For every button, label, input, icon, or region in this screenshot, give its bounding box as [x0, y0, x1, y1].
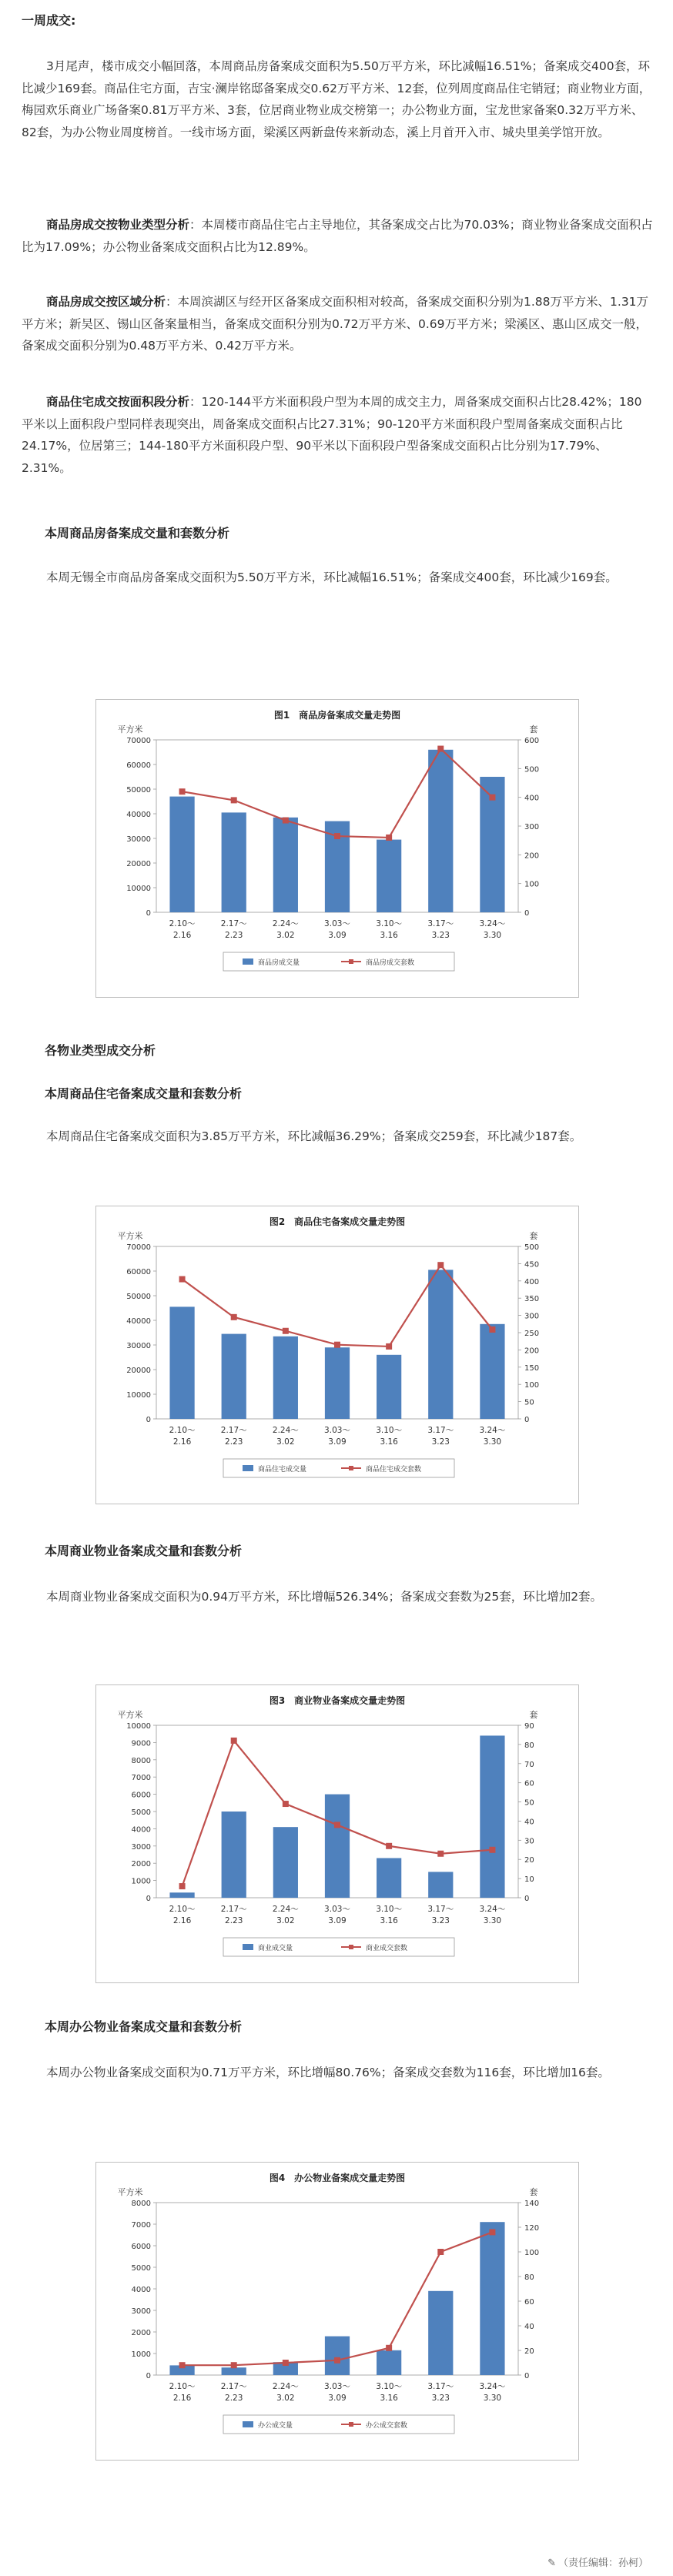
right-tick-label: 500 [524, 1243, 540, 1252]
region-analysis-paragraph [22, 291, 653, 357]
section-title-commercial: 本周商业物业备案成交量和套数分析 [45, 1544, 243, 1558]
right-tick-label: 30 [524, 1837, 534, 1846]
right-tick-label: 140 [524, 2200, 540, 2208]
x-tick-label: 3.10～ [376, 1905, 403, 1914]
bar [377, 2350, 401, 2375]
bar [325, 1795, 350, 1898]
x-tick-label: 2.24～ [272, 2382, 299, 2391]
right-axis-unit: 套 [529, 2187, 538, 2197]
legend-bar-label: 商业成交量 [258, 1945, 293, 1952]
right-tick-label: 120 [524, 2224, 540, 2233]
section-text-office: 本周办公物业备案成交面积为0.71万平方米，环比增幅80.76%；备案成交套数为116套，环比增加16套。 [46, 2066, 610, 2079]
x-tick-label: 3.10～ [376, 919, 403, 928]
bar [480, 1324, 504, 1419]
chart-2 [95, 1206, 579, 1504]
region-analysis-label: 商品房成交按区域分析 [46, 295, 166, 309]
x-tick-label: 2.24～ [272, 1426, 299, 1435]
section-title-office: 本周办公物业备案成交量和套数分析 [45, 2019, 243, 2034]
right-tick-label: 10 [524, 1875, 534, 1885]
bar [273, 1827, 298, 1898]
x-tick-label: 2.23 [225, 2394, 243, 2403]
left-tick-label: 6000 [131, 1791, 151, 1800]
line-point [283, 1801, 289, 1807]
right-tick-label: 350 [524, 1295, 540, 1304]
legend-line-marker [349, 1466, 353, 1470]
x-tick-label: 2.16 [172, 931, 192, 940]
x-tick-label: 3.02 [276, 931, 295, 940]
chart-1-svg [96, 700, 578, 997]
left-tick-label: 6000 [131, 2243, 151, 2251]
bar [480, 1735, 504, 1898]
chart-2-svg [96, 1206, 578, 1504]
right-axis-unit: 套 [529, 724, 538, 734]
right-tick-label: 100 [524, 880, 540, 889]
x-tick-label: 3.23 [431, 931, 450, 940]
x-tick-label: 3.09 [328, 1437, 347, 1447]
line-point [437, 746, 444, 752]
left-tick-label: 7000 [131, 2221, 151, 2230]
left-tick-label: 9000 [131, 1739, 151, 1748]
x-tick-label: 3.16 [380, 2394, 398, 2403]
bar [325, 1347, 350, 1419]
x-tick-label: 3.10～ [376, 2382, 403, 2391]
right-tick-label: 100 [524, 2249, 540, 2257]
x-tick-label: 2.16 [172, 2394, 192, 2403]
line-point [489, 2229, 495, 2235]
right-tick-label: 90 [524, 1722, 534, 1731]
left-tick-label: 20000 [126, 1367, 151, 1375]
section-text-commercial: 本周商业物业备案成交面积为0.94万平方米，环比增幅526.34%；备案成交套数为25套，环比增加2套。 [46, 1590, 603, 1604]
right-tick-label: 500 [524, 765, 540, 774]
x-tick-label: 2.24～ [272, 919, 299, 928]
line-point [334, 1342, 340, 1348]
left-tick-label: 3000 [131, 1842, 151, 1852]
x-tick-label: 3.09 [328, 1916, 347, 1925]
x-tick-label: 3.17～ [427, 1426, 454, 1435]
left-tick-label: 0 [146, 909, 151, 918]
left-tick-label: 10000 [126, 1722, 151, 1731]
legend-line-label: 办公成交套数 [366, 2422, 408, 2430]
legend-bar-swatch [243, 1944, 253, 1950]
right-tick-label: 20 [524, 2347, 534, 2356]
legend-bar-label: 办公成交量 [258, 2422, 293, 2430]
x-tick-label: 3.10～ [376, 1426, 403, 1435]
line-point [437, 1262, 444, 1268]
right-tick-label: 0 [524, 1895, 530, 1903]
x-tick-label: 2.23 [225, 1437, 243, 1447]
legend-bar-swatch [243, 2421, 253, 2427]
x-tick-label: 3.02 [276, 2394, 295, 2403]
x-tick-label: 3.16 [380, 931, 398, 940]
right-tick-label: 150 [524, 1363, 540, 1373]
section-title-residential: 本周商品住宅备案成交量和套数分析 [45, 1086, 243, 1101]
line-point [386, 835, 392, 841]
bar [428, 1872, 453, 1898]
intro-paragraph: 3月尾声，楼市成交小幅回落，本周商品房备案成交面积为5.50万平方米，环比减幅16.51%；备案成交400套，环比减少169套。商品住宅方面，吉宝·澜岸铭邸备案成交0.62万平方米、12套，位列周度商品住宅销冠；商业物业方面，梅园欢乐商业广场备案0.81万平方米、3套，位居商业物业成交榜第一；办公物业方面，宝龙世家备案0.32万平方米、82套，为办公物业周度榜首。一线市场方面，梁溪区两新盘传来新动态，溪上月首开入市、城央里美学馆开放。 [22, 59, 651, 139]
left-tick-label: 4000 [131, 2286, 151, 2294]
bar [428, 750, 453, 912]
left-tick-label: 8000 [131, 1756, 151, 1765]
left-tick-label: 1000 [131, 2350, 151, 2359]
type-analysis-paragraph [22, 214, 653, 258]
left-tick-label: 1000 [131, 1877, 151, 1886]
section-title-types: 各物业类型成交分析 [45, 1043, 156, 1058]
right-tick-label: 200 [524, 1347, 540, 1356]
bar [428, 2291, 453, 2375]
bar [325, 2337, 350, 2375]
right-tick-label: 600 [524, 737, 540, 745]
area-analysis-label: 商品住宅成交按面积段分析 [46, 395, 190, 409]
editor-credit [547, 2554, 648, 2569]
chart-3 [95, 1684, 579, 1983]
line-point [437, 1851, 444, 1857]
chart-1 [95, 699, 579, 998]
x-tick-label: 3.23 [431, 1437, 450, 1447]
editor-icon: ✎ [547, 2558, 556, 2569]
x-tick-label: 3.03～ [324, 1905, 350, 1914]
left-tick-label: 0 [146, 1895, 151, 1903]
line-point [179, 788, 186, 795]
left-axis-unit: 平方米 [117, 1231, 143, 1241]
type-analysis-label: 商品房成交按物业类型分析 [46, 218, 190, 232]
left-tick-label: 10000 [126, 1391, 151, 1400]
left-tick-label: 3000 [131, 2307, 151, 2316]
bar [377, 840, 401, 912]
left-tick-label: 0 [146, 1416, 151, 1424]
right-tick-label: 400 [524, 794, 540, 803]
x-tick-label: 2.10～ [169, 919, 196, 928]
line-point [283, 1328, 289, 1334]
line-point [179, 1276, 186, 1283]
left-tick-label: 4000 [131, 1825, 151, 1835]
left-tick-label: 2000 [131, 2329, 151, 2337]
x-tick-label: 3.02 [276, 1437, 295, 1447]
left-axis-unit: 平方米 [117, 2187, 143, 2197]
right-tick-label: 100 [524, 1381, 540, 1390]
line-point [231, 2362, 237, 2368]
right-tick-label: 450 [524, 1260, 540, 1270]
x-tick-label: 2.16 [172, 1916, 192, 1925]
line-point [437, 2249, 444, 2255]
x-tick-label: 3.30 [483, 1437, 502, 1447]
line-point [489, 1326, 495, 1333]
right-tick-label: 300 [524, 823, 540, 831]
chart-title: 图1 商品房备案成交量走势图 [273, 710, 401, 721]
x-tick-label: 3.17～ [427, 1905, 454, 1914]
legend-line-marker [349, 959, 353, 964]
left-tick-label: 30000 [126, 1342, 151, 1350]
x-tick-label: 2.16 [172, 1437, 192, 1447]
section-text-residential: 本周商品住宅备案成交面积为3.85万平方米，环比减幅36.29%；备案成交259套，环比减少187套。 [46, 1129, 582, 1143]
left-tick-label: 20000 [126, 860, 151, 868]
x-tick-label: 3.03～ [324, 919, 350, 928]
left-axis-unit: 平方米 [117, 1710, 143, 1720]
right-tick-label: 0 [524, 1416, 530, 1424]
line-point [334, 833, 340, 839]
editor-credit-text: （责任编辑：孙柯） [557, 2558, 648, 2569]
section-text-commodity: 本周无锡全市商品房备案成交面积为5.50万平方米，环比减幅16.51%；备案成交400套，环比减少169套。 [46, 570, 618, 584]
x-tick-label: 3.16 [380, 1916, 398, 1925]
x-tick-label: 2.17～ [220, 919, 247, 928]
area-analysis-paragraph [22, 391, 653, 479]
x-tick-label: 3.02 [276, 1916, 295, 1925]
x-tick-label: 3.09 [328, 931, 347, 940]
right-tick-label: 50 [524, 1798, 534, 1808]
line-point [489, 795, 495, 801]
legend-line-marker [349, 1945, 353, 1949]
area-analysis-text: ：120-144平方米面积段户型为本周的成交主力，周备案成交面积占比28.42%；180平米以上面积段户型同样表现突出，周备案成交面积占比27.31%；90-120平方米面积段户型周备案成交面积占比24.17%，位居第三；144-180平方米面积段户型、90平米以下面积段户型备案成交面积占比分别为17.79%、2.31%。 [22, 395, 642, 475]
bar [428, 1270, 453, 1419]
x-tick-label: 2.17～ [220, 1426, 247, 1435]
x-tick-label: 3.23 [431, 1916, 450, 1925]
chart-4-svg [96, 2163, 578, 2460]
line-point [231, 1738, 237, 1744]
bar [480, 2222, 504, 2375]
bar [377, 1355, 401, 1419]
line-point [179, 1883, 186, 1889]
left-tick-label: 70000 [126, 1243, 151, 1252]
right-tick-label: 200 [524, 851, 540, 861]
right-tick-label: 70 [524, 1760, 534, 1769]
chart-title: 图2 商品住宅备案成交量走势图 [269, 1216, 406, 1227]
legend-line-label: 商品房成交套数 [366, 959, 415, 967]
left-tick-label: 5000 [131, 2264, 151, 2273]
bar [273, 1337, 298, 1419]
type-analysis-text: ：本周楼市商品住宅占主导地位，其备案成交占比为70.03%；商业物业备案成交面积占比为17.09%；办公物业备案成交面积占比为12.89%。 [22, 218, 653, 254]
line-point [231, 797, 237, 803]
left-tick-label: 8000 [131, 2200, 151, 2208]
bar [273, 818, 298, 912]
legend-bar-swatch [243, 958, 253, 965]
x-tick-label: 2.10～ [169, 1426, 196, 1435]
x-tick-label: 2.23 [225, 931, 243, 940]
right-tick-label: 60 [524, 1779, 534, 1788]
left-tick-label: 7000 [131, 1774, 151, 1783]
right-axis-unit: 套 [529, 1710, 538, 1720]
line-point [283, 818, 289, 824]
x-tick-label: 2.10～ [169, 1905, 196, 1914]
chart-4 [95, 2162, 579, 2461]
chart-3-svg [96, 1685, 578, 1982]
legend-line-label: 商品住宅成交套数 [366, 1466, 422, 1474]
right-tick-label: 80 [524, 2273, 534, 2282]
left-tick-label: 5000 [131, 1808, 151, 1817]
x-tick-label: 2.23 [225, 1916, 243, 1925]
bar [169, 797, 194, 912]
left-tick-label: 30000 [126, 835, 151, 844]
right-axis-unit: 套 [529, 1231, 538, 1241]
left-tick-label: 50000 [126, 1293, 151, 1301]
x-tick-label: 3.30 [483, 1916, 502, 1925]
left-tick-label: 60000 [126, 761, 151, 770]
bar [222, 1812, 246, 1898]
bar [377, 1858, 401, 1898]
x-tick-label: 3.24～ [479, 2382, 506, 2391]
line-point [386, 1843, 392, 1849]
right-tick-label: 400 [524, 1277, 540, 1286]
legend-bar-label: 商品房成交量 [258, 959, 300, 967]
left-tick-label: 60000 [126, 1268, 151, 1276]
bar [169, 1892, 194, 1898]
right-tick-label: 80 [524, 1741, 534, 1750]
section-title-commodity: 本周商品房备案成交量和套数分析 [45, 526, 230, 540]
line-point [179, 2362, 186, 2368]
right-tick-label: 40 [524, 2323, 534, 2331]
right-tick-label: 40 [524, 1818, 534, 1827]
left-tick-label: 50000 [126, 786, 151, 795]
left-tick-label: 40000 [126, 811, 151, 819]
x-tick-label: 3.17～ [427, 2382, 454, 2391]
x-tick-label: 3.24～ [479, 1426, 506, 1435]
line-point [334, 1822, 340, 1828]
x-tick-label: 3.30 [483, 2394, 502, 2403]
x-tick-label: 3.16 [380, 1437, 398, 1447]
x-tick-label: 3.24～ [479, 919, 506, 928]
bar [222, 812, 246, 912]
line-point [386, 1343, 392, 1350]
right-tick-label: 300 [524, 1312, 540, 1321]
chart-title: 图3 商业物业备案成交量走势图 [269, 1695, 406, 1706]
x-tick-label: 2.17～ [220, 2382, 247, 2391]
x-tick-label: 3.09 [328, 2394, 347, 2403]
legend-line-marker [349, 2422, 353, 2427]
right-tick-label: 0 [524, 909, 530, 918]
left-axis-unit: 平方米 [117, 724, 143, 734]
x-tick-label: 3.17～ [427, 919, 454, 928]
left-tick-label: 70000 [126, 737, 151, 745]
line-point [231, 1314, 237, 1320]
x-tick-label: 3.23 [431, 2394, 450, 2403]
region-analysis-text: ：本周滨湖区与经开区备案成交面积相对较高，备案成交面积分别为1.88万平方米、1.31万平方米；新吴区、锡山区备案量相当，备案成交面积分别为0.72万平方米、0.69万平方米；梁溪区、惠山区成交一般，备案成交面积分别为0.48万平方米、0.42万平方米。 [22, 295, 649, 353]
line-point [334, 2357, 340, 2364]
x-tick-label: 2.17～ [220, 1905, 247, 1914]
right-tick-label: 60 [524, 2298, 534, 2307]
x-tick-label: 3.30 [483, 931, 502, 940]
page-heading: 一周成交: [22, 13, 76, 28]
line-point [489, 1847, 495, 1853]
left-tick-label: 10000 [126, 885, 151, 893]
legend-bar-label: 商品住宅成交量 [258, 1466, 307, 1474]
x-tick-label: 3.03～ [324, 2382, 350, 2391]
legend-bar-swatch [243, 1465, 253, 1471]
line-point [386, 2345, 392, 2351]
left-tick-label: 0 [146, 2372, 151, 2380]
x-tick-label: 3.03～ [324, 1426, 350, 1435]
right-tick-label: 250 [524, 1330, 540, 1338]
chart-title: 图4 办公物业备案成交量走势图 [269, 2173, 406, 2183]
right-tick-label: 20 [524, 1856, 534, 1865]
bar [222, 2367, 246, 2375]
bar [169, 1306, 194, 1419]
x-tick-label: 3.24～ [479, 1905, 506, 1914]
right-tick-label: 0 [524, 2372, 530, 2380]
right-tick-label: 50 [524, 1398, 534, 1407]
legend-line-label: 商业成交套数 [366, 1945, 408, 1952]
line-point [283, 2360, 289, 2366]
x-tick-label: 2.24～ [272, 1905, 299, 1914]
left-tick-label: 40000 [126, 1317, 151, 1326]
left-tick-label: 2000 [131, 1860, 151, 1869]
bar [222, 1334, 246, 1419]
x-tick-label: 2.10～ [169, 2382, 196, 2391]
